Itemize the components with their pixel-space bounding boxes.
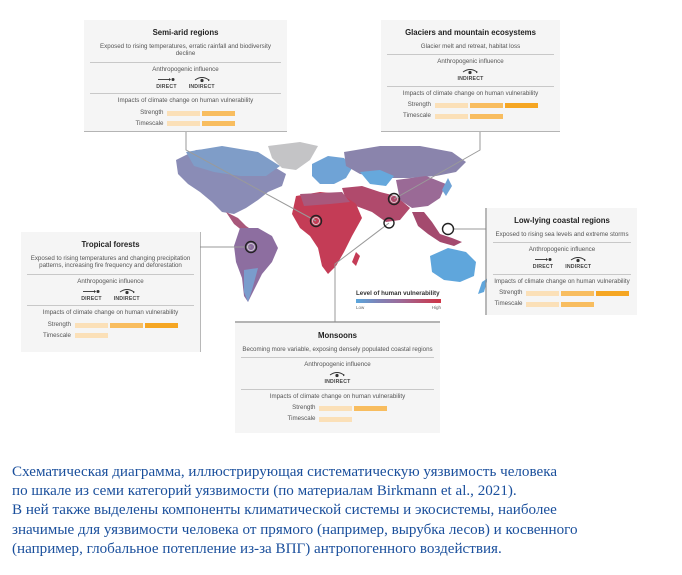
indirect-influence	[565, 256, 591, 271]
strength-bar-segment	[145, 323, 178, 328]
figure-caption	[12, 463, 677, 559]
divider	[90, 62, 281, 63]
influence-icons	[387, 68, 554, 83]
divider	[90, 93, 281, 94]
impact-rows	[493, 289, 631, 308]
strength-label: Strength	[47, 321, 71, 329]
panel-title: Low-lying coastal regions	[514, 216, 610, 225]
vulnerability-legend	[356, 290, 441, 310]
caption-line: (например, глобальное потепление из-за ВПГ) антропогенного воздействия.	[12, 540, 502, 557]
strength-bar-segment	[561, 291, 594, 296]
map-africa	[292, 192, 362, 274]
timescale-bar-segment	[75, 333, 108, 338]
indirect-influence	[324, 371, 350, 386]
legend-gradient-bar	[356, 299, 441, 303]
timescale-bar-segment	[435, 114, 468, 119]
caption-line: В ней также выделены компоненты климатической системы и экосистемы, наиболее	[12, 502, 557, 519]
caption-line: Схематическая диаграмма, иллюстрирующая систематическую уязвимость человека	[12, 464, 558, 480]
legend-high-label: High	[431, 305, 441, 310]
panel-title: Tropical forests	[81, 240, 140, 249]
impacts-label: Impacts of climate change on human vulnerability	[42, 309, 179, 317]
panel-glaciers	[381, 20, 560, 131]
divider	[387, 54, 554, 55]
caption-line: по шкале из семи категорий уязвимости (по материалам Birkmann et al., 2021).	[12, 483, 517, 500]
timescale-bars	[319, 415, 387, 423]
panel-semi-arid	[84, 20, 287, 131]
strength-label: Strength	[407, 101, 431, 109]
impact-rows	[90, 109, 281, 128]
panel-description: Becoming more variable, exposing densely populated coastal regions	[242, 345, 433, 353]
panel-title: Semi-arid regions	[152, 28, 219, 37]
anthropogenic-influence-label: Anthropogenic influence	[437, 58, 504, 66]
panel-title: Monsoons	[318, 331, 357, 340]
legend-title: Level of human vulnerability	[356, 290, 440, 297]
direct-arrow-icon	[157, 76, 175, 83]
strength-bar-segment	[505, 103, 538, 108]
strength-bars	[167, 109, 235, 117]
anthropogenic-influence-label: Anthropogenic influence	[152, 66, 219, 74]
panel-description: Exposed to rising sea levels and extreme storms	[495, 230, 629, 238]
indirect-label: INDIRECT	[565, 264, 592, 271]
panel-title: Glaciers and mountain ecosystems	[405, 28, 536, 37]
indirect-label: INDIRECT	[324, 379, 351, 386]
strength-bar-segment	[470, 103, 503, 108]
strength-bar-segment	[319, 406, 352, 411]
influence-icons	[27, 288, 194, 303]
direct-influence	[156, 76, 177, 91]
panel-description: Exposed to rising temperatures, erratic rainfall and biodiversity decline	[100, 42, 271, 58]
divider	[241, 357, 434, 358]
divider	[493, 274, 631, 275]
strength-bar-segment	[596, 291, 629, 296]
divider	[241, 389, 434, 390]
anthropogenic-influence-label: Anthropogenic influence	[304, 361, 371, 369]
panel-low-lying-coastal	[487, 208, 637, 315]
strength-bars	[319, 404, 387, 412]
timescale-label: Timescale	[287, 415, 316, 423]
timescale-label: Timescale	[494, 300, 523, 308]
panel-monsoons	[235, 323, 440, 433]
impact-rows	[387, 101, 554, 120]
strength-bar-segment	[202, 111, 235, 116]
strength-bar-segment	[110, 323, 143, 328]
anthropogenic-influence-label: Anthropogenic influence	[77, 278, 144, 286]
strength-label: Strength	[292, 404, 316, 412]
timescale-label: Timescale	[403, 112, 431, 120]
strength-bar-segment	[75, 323, 108, 328]
timescale-label: Timescale	[43, 331, 71, 339]
direct-label: DIRECT	[81, 295, 102, 302]
impacts-label: Impacts of climate change on human vulnerability	[402, 89, 539, 97]
strength-bar-segment	[435, 103, 468, 108]
impact-rows	[27, 321, 194, 340]
indirect-label: INDIRECT	[113, 295, 140, 302]
direct-influence	[81, 288, 102, 303]
impacts-label: Impacts of climate change on human vulnerability	[269, 392, 406, 400]
timescale-bar-segment	[167, 121, 200, 126]
anthropogenic-influence-label: Anthropogenic influence	[528, 246, 596, 254]
strength-bars	[526, 289, 629, 297]
indirect-influence	[114, 288, 140, 303]
indirect-label: INDIRECT	[188, 83, 215, 90]
influence-icons	[90, 76, 281, 91]
impacts-label: Impacts of climate change on human vulnerability	[117, 97, 254, 105]
indirect-label: INDIRECT	[457, 76, 484, 83]
indirect-influence	[189, 76, 215, 91]
timescale-bar-segment	[526, 302, 559, 307]
indirect-arrow-icon	[461, 68, 479, 75]
strength-bars	[435, 101, 538, 109]
caption-line: значимые для уязвимости человека от прямого (например, вырубка лесов) и косвенного	[12, 521, 578, 538]
timescale-bar-segment	[561, 302, 594, 307]
indirect-arrow-icon	[193, 76, 211, 83]
indirect-influence	[457, 68, 483, 83]
indirect-arrow-icon	[569, 256, 587, 263]
influence-icons	[241, 371, 434, 386]
timescale-bar-segment	[470, 114, 503, 119]
strength-bar-segment	[167, 111, 200, 116]
strength-label: Strength	[140, 109, 164, 117]
direct-influence	[533, 256, 554, 271]
divider	[493, 242, 631, 243]
panel-description: Glacier melt and retreat, habitat loss	[420, 42, 521, 50]
timescale-bar-segment	[202, 121, 235, 126]
timescale-bar-segment	[319, 417, 352, 422]
indirect-arrow-icon	[328, 371, 346, 378]
timescale-bars	[75, 332, 178, 340]
indirect-arrow-icon	[118, 288, 136, 295]
divider	[27, 305, 194, 306]
timescale-bars	[526, 300, 629, 308]
impact-rows	[241, 404, 434, 423]
strength-bar-segment	[354, 406, 387, 411]
divider	[387, 86, 554, 87]
direct-label: DIRECT	[532, 264, 554, 271]
map-south-america	[234, 228, 278, 302]
direct-arrow-icon	[534, 256, 552, 263]
strength-bars	[75, 321, 178, 329]
marker-coastal	[443, 224, 454, 235]
direct-label: DIRECT	[156, 83, 177, 90]
strength-bar-segment	[526, 291, 559, 296]
map-madagascar	[352, 252, 360, 266]
timescale-label: Timescale	[135, 119, 164, 127]
timescale-bars	[435, 112, 538, 120]
map-japan	[442, 178, 452, 196]
panel-tropical-forests	[21, 232, 200, 352]
influence-icons	[493, 256, 631, 271]
timescale-bars	[167, 120, 235, 128]
map-australia	[430, 248, 476, 282]
legend-low-label: Low	[356, 305, 365, 310]
divider	[27, 274, 194, 275]
panel-description: Exposed to rising temperatures and changing precipitation patterns, increasing fire frequency and deforestation	[30, 254, 191, 270]
impacts-label: Impacts of climate change on human vulnerability	[494, 277, 630, 285]
strength-label: Strength	[499, 289, 523, 297]
direct-arrow-icon	[82, 288, 100, 295]
